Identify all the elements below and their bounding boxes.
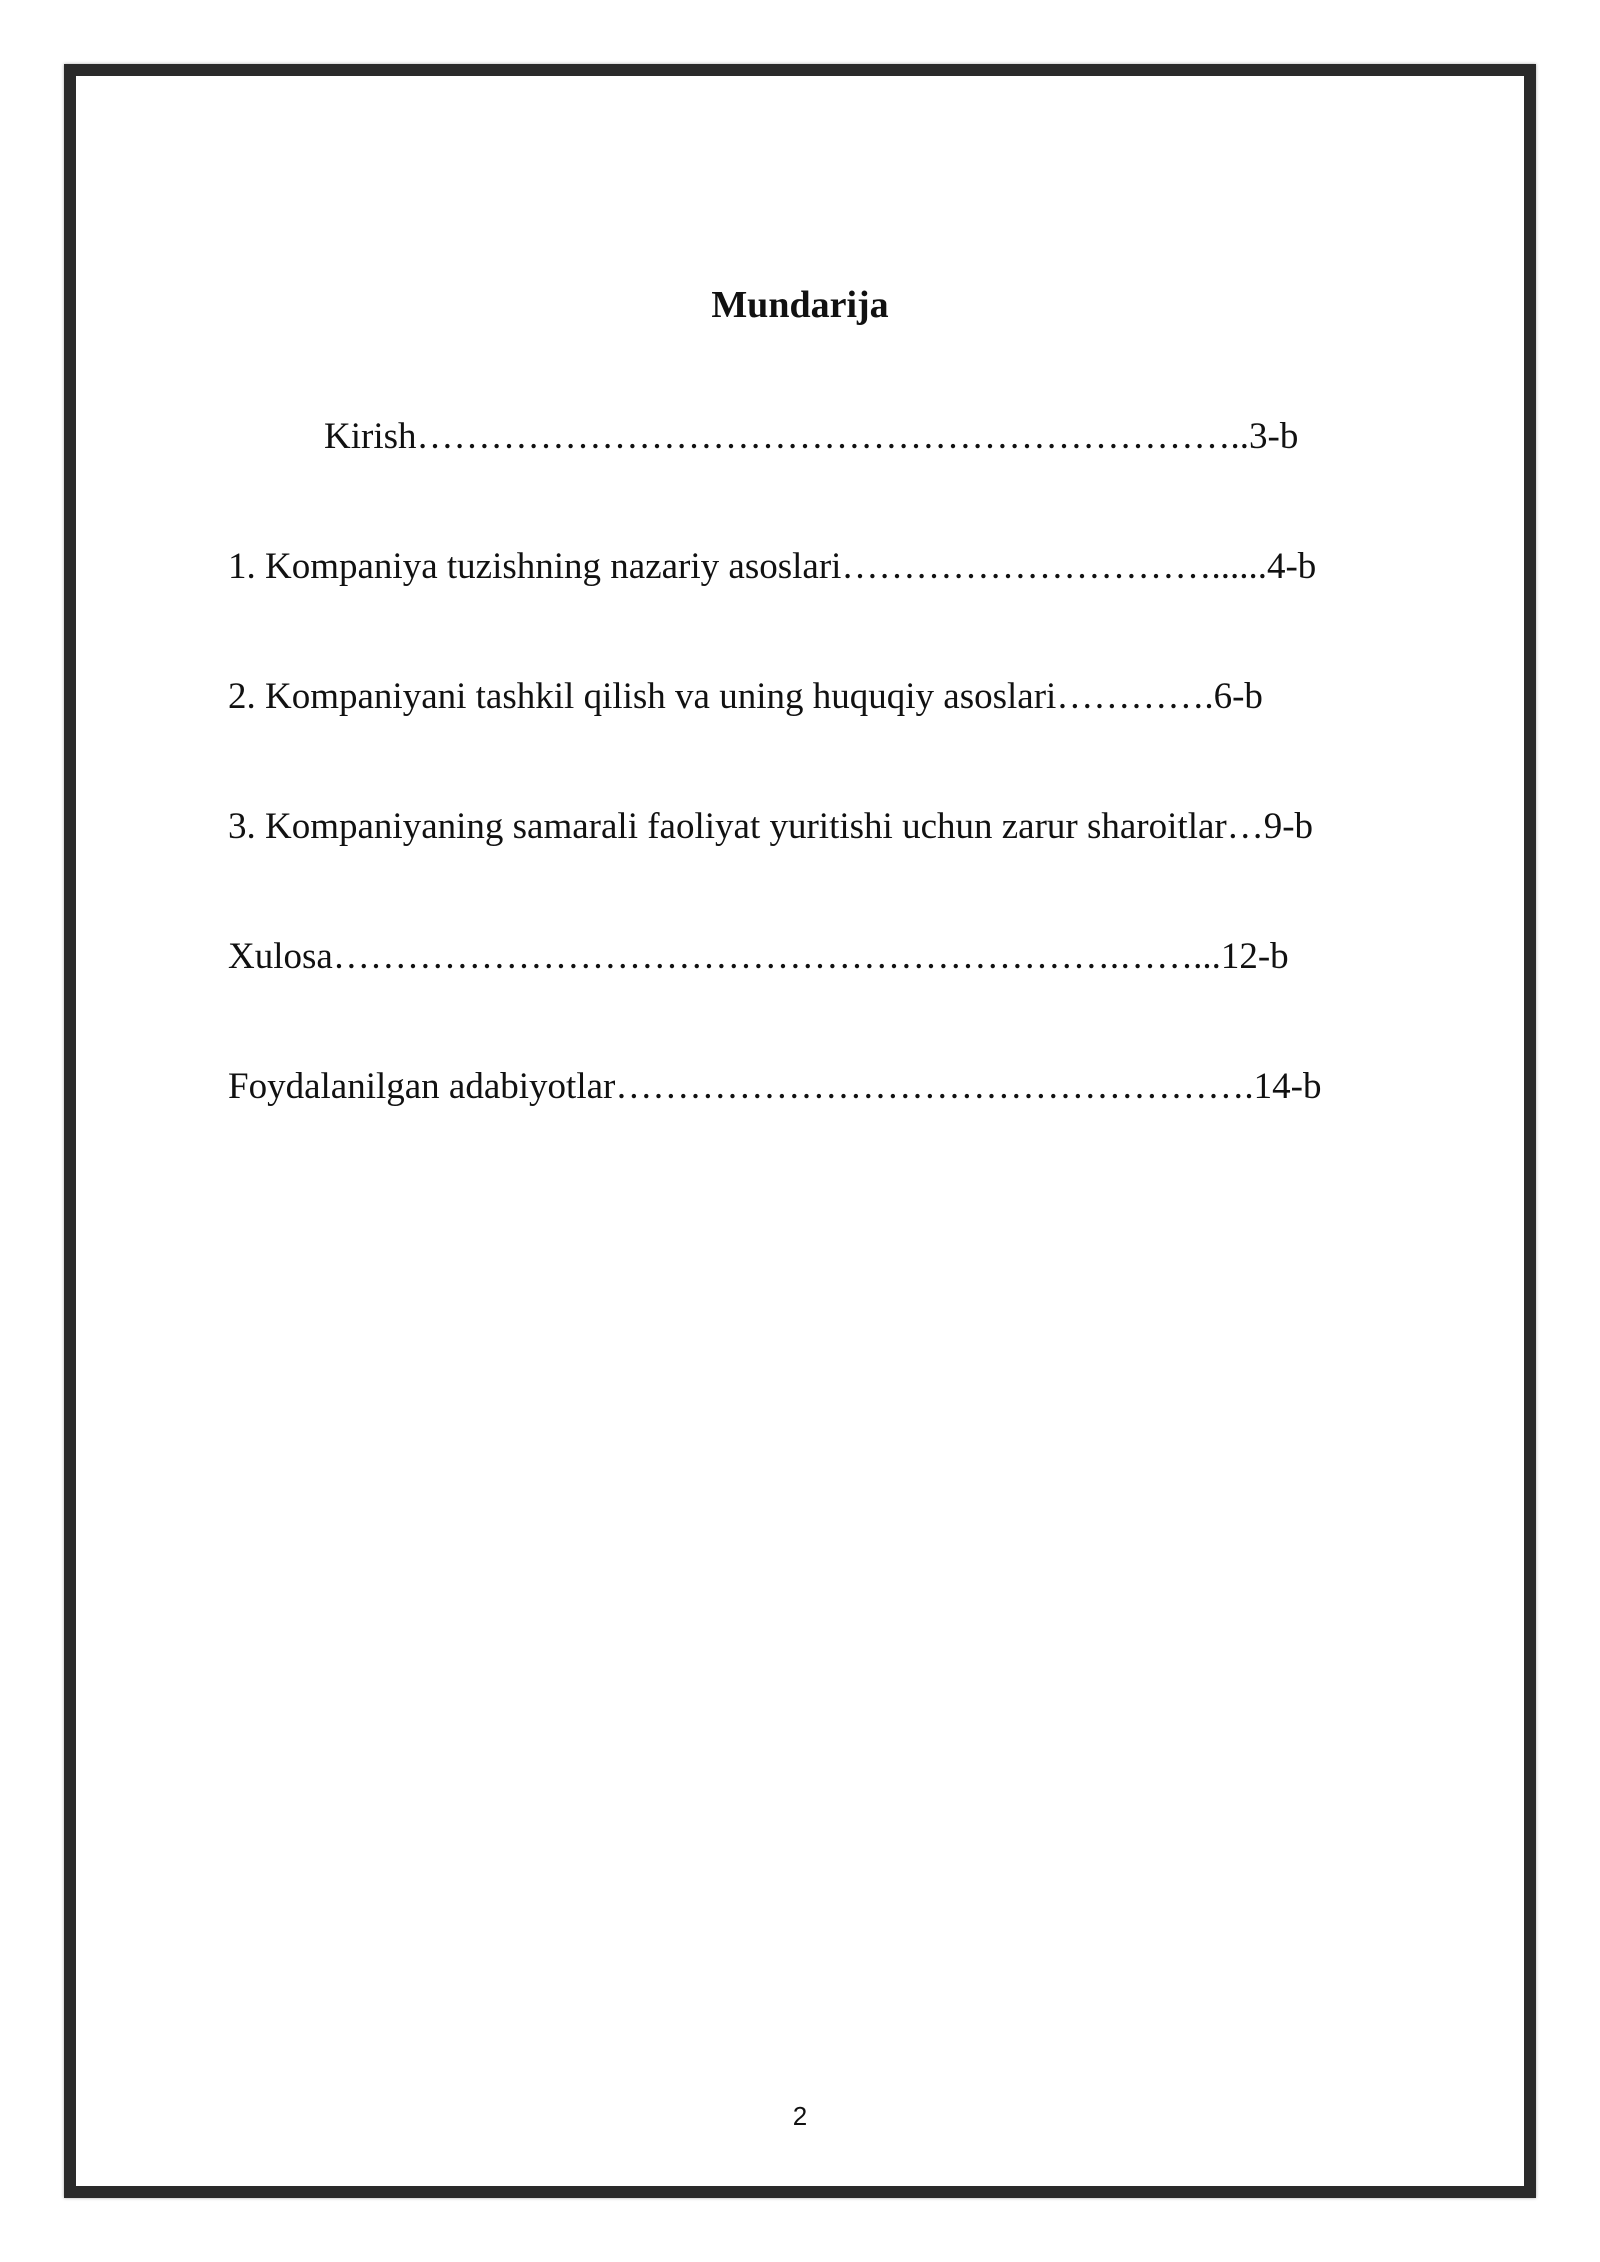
toc-entry-text: Foydalanilgan adabiyotlar <box>228 1066 616 1107</box>
page-title: Mundarija <box>711 284 889 326</box>
page-frame <box>64 64 1536 2198</box>
toc-page-ref: 9-b <box>1263 806 1314 847</box>
toc-page-ref: 6-b <box>1213 676 1263 717</box>
toc-entry-text: Xulosa <box>228 936 333 977</box>
toc-dot-leader: …………………………...... <box>841 546 1267 587</box>
toc-entry-text: 1. Kompaniya tuzishning nazariy asoslari <box>228 546 842 587</box>
toc-page-ref: 12-b <box>1220 936 1289 977</box>
toc-entry-kirish <box>324 412 1298 462</box>
toc-page-ref: 4-b <box>1266 546 1317 587</box>
toc-entry-text: Kirish <box>324 416 417 457</box>
toc-entry-text: 2. Kompaniyani tashkil qilish va uning huquqiy asoslari <box>228 676 1057 717</box>
toc-dot-leader: ………………………………………………………….. <box>416 416 1249 457</box>
page-number: 2 <box>792 2101 808 2131</box>
toc-dot-leader: … <box>1226 806 1264 847</box>
toc-dot-leader: ……………………………………………………….……... <box>332 936 1221 977</box>
toc-entry-foydalanilgan-adabiyotlar <box>228 1062 1321 1112</box>
toc-dot-leader: ……………………………………………. <box>615 1066 1254 1107</box>
toc-page-ref: 14-b <box>1253 1066 1322 1107</box>
toc-page-ref: 3-b <box>1249 416 1299 457</box>
toc-entry-text: 3. Kompaniyaning samarali faoliyat yuritishi uchun zarur sharoitlar <box>228 806 1227 847</box>
toc-entry-2 <box>228 672 1263 722</box>
toc-entry-xulosa <box>228 932 1289 982</box>
toc-dot-leader: …………. <box>1056 676 1214 717</box>
toc-entry-1 <box>228 542 1316 592</box>
toc-entry-3 <box>228 802 1313 852</box>
